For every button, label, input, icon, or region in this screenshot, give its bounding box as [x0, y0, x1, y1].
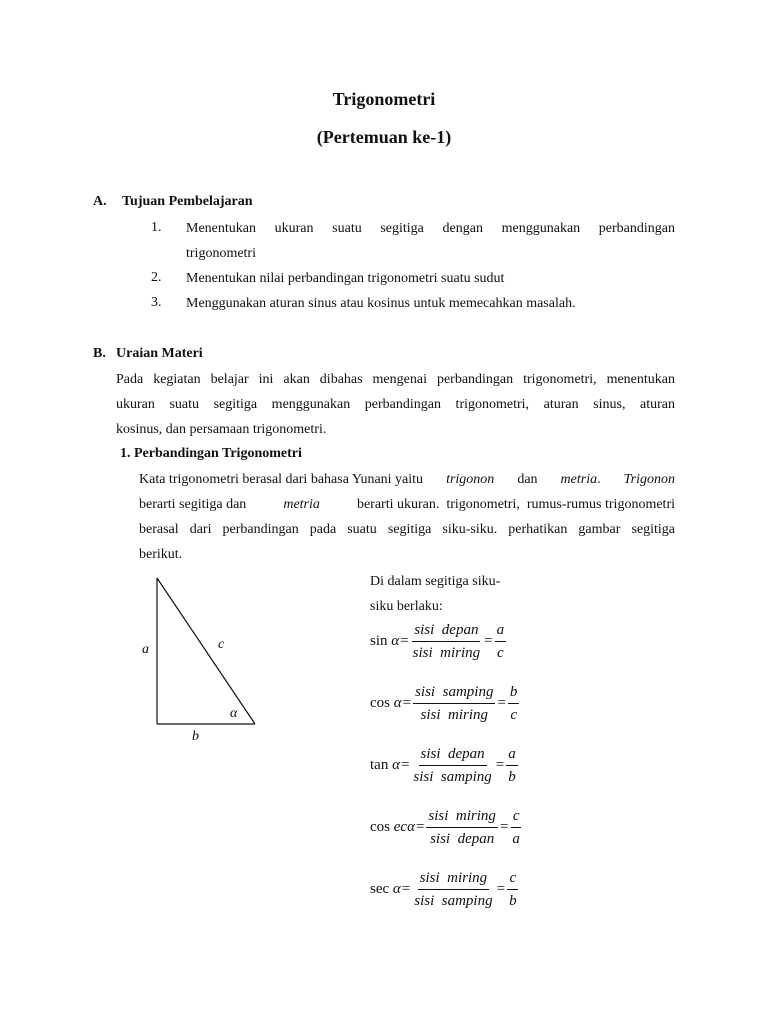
formula-cos: cos α = $\frac{\text{sisi samping}}{\text{sisi miring}}$ = $\frac{b}{c}$ — [370, 684, 518, 723]
list-item-number: 3. — [151, 295, 162, 310]
formula-intro-line: Di dalam segitiga siku- — [370, 574, 501, 589]
paragraph-line: berarti segitiga dan metria berarti ukuran. trigonometri, rumus-rumus trigonometri — [139, 497, 675, 512]
paragraph-line: kosinus, dan persamaan trigonometri. — [116, 422, 327, 437]
formula-sec: sec α = $\frac{\text{sisi miring}}{\text{sisi samping}}$ = $\frac{c}{b}$ — [370, 870, 517, 909]
section-b-heading: Uraian Materi — [116, 346, 203, 361]
section-a-marker: A. — [93, 194, 107, 209]
right-triangle-figure — [130, 570, 280, 750]
paragraph-line: Pada kegiatan belajar ini akan dibahas mengenai perbandingan trigonometri, menentukan — [116, 372, 675, 387]
list-item-number: 1. — [151, 220, 162, 235]
list-item-text: Menentukan nilai perbandingan trigonometri suatu sudut — [186, 271, 505, 286]
side-a-label: a — [142, 642, 149, 657]
formula-cosec: cos ec α = $\frac{\text{sisi miring}}{\text{sisi depan}}$ = $\frac{c}{a}$ — [370, 808, 520, 847]
list-item-text: Menggunakan aturan sinus atau kosinus untuk memecahkan masalah. — [186, 296, 576, 311]
list-item-number: 2. — [151, 270, 162, 285]
paragraph-line: berikut. — [139, 547, 183, 562]
list-item-text: trigonometri — [186, 246, 256, 261]
side-c-line — [157, 578, 255, 724]
list-item-text: Menentukan ukuran suatu segitiga dengan menggunakan perbandingan — [186, 221, 675, 236]
subsection-heading: 1. Perbandingan Trigonometri — [120, 446, 302, 461]
page-subtitle: (Pertemuan ke-1) — [316, 127, 452, 147]
page-title: Trigonometri — [332, 89, 436, 109]
side-c-label: c — [218, 637, 225, 652]
section-b-marker: B. — [93, 346, 106, 361]
section-a-heading: Tujuan Pembelajaran — [122, 194, 253, 209]
formula-sin: sin α = $\frac{\text{sisi depan}}{\text{sisi miring}}$ = $\frac{a}{c}$ — [370, 622, 505, 661]
formula-intro-line: siku berlaku: — [370, 599, 443, 614]
paragraph-line: Kata trigonometri berasal dari bahasa Yunani yaitu trigonon dan metria. Trigonon — [139, 472, 675, 487]
angle-alpha-label: α — [230, 706, 238, 721]
paragraph-line: ukuran suatu segitiga menggunakan perbandingan trigonometri, aturan sinus, aturan — [116, 397, 675, 412]
paragraph-line: berasal dari perbandingan pada suatu segitiga siku-siku. perhatikan gambar segitiga — [139, 522, 675, 537]
side-b-label: b — [192, 729, 199, 744]
formula-tan: tan α = $\frac{\text{sisi depan}}{\text{sisi samping}}$ = $\frac{a}{b}$ — [370, 746, 516, 785]
